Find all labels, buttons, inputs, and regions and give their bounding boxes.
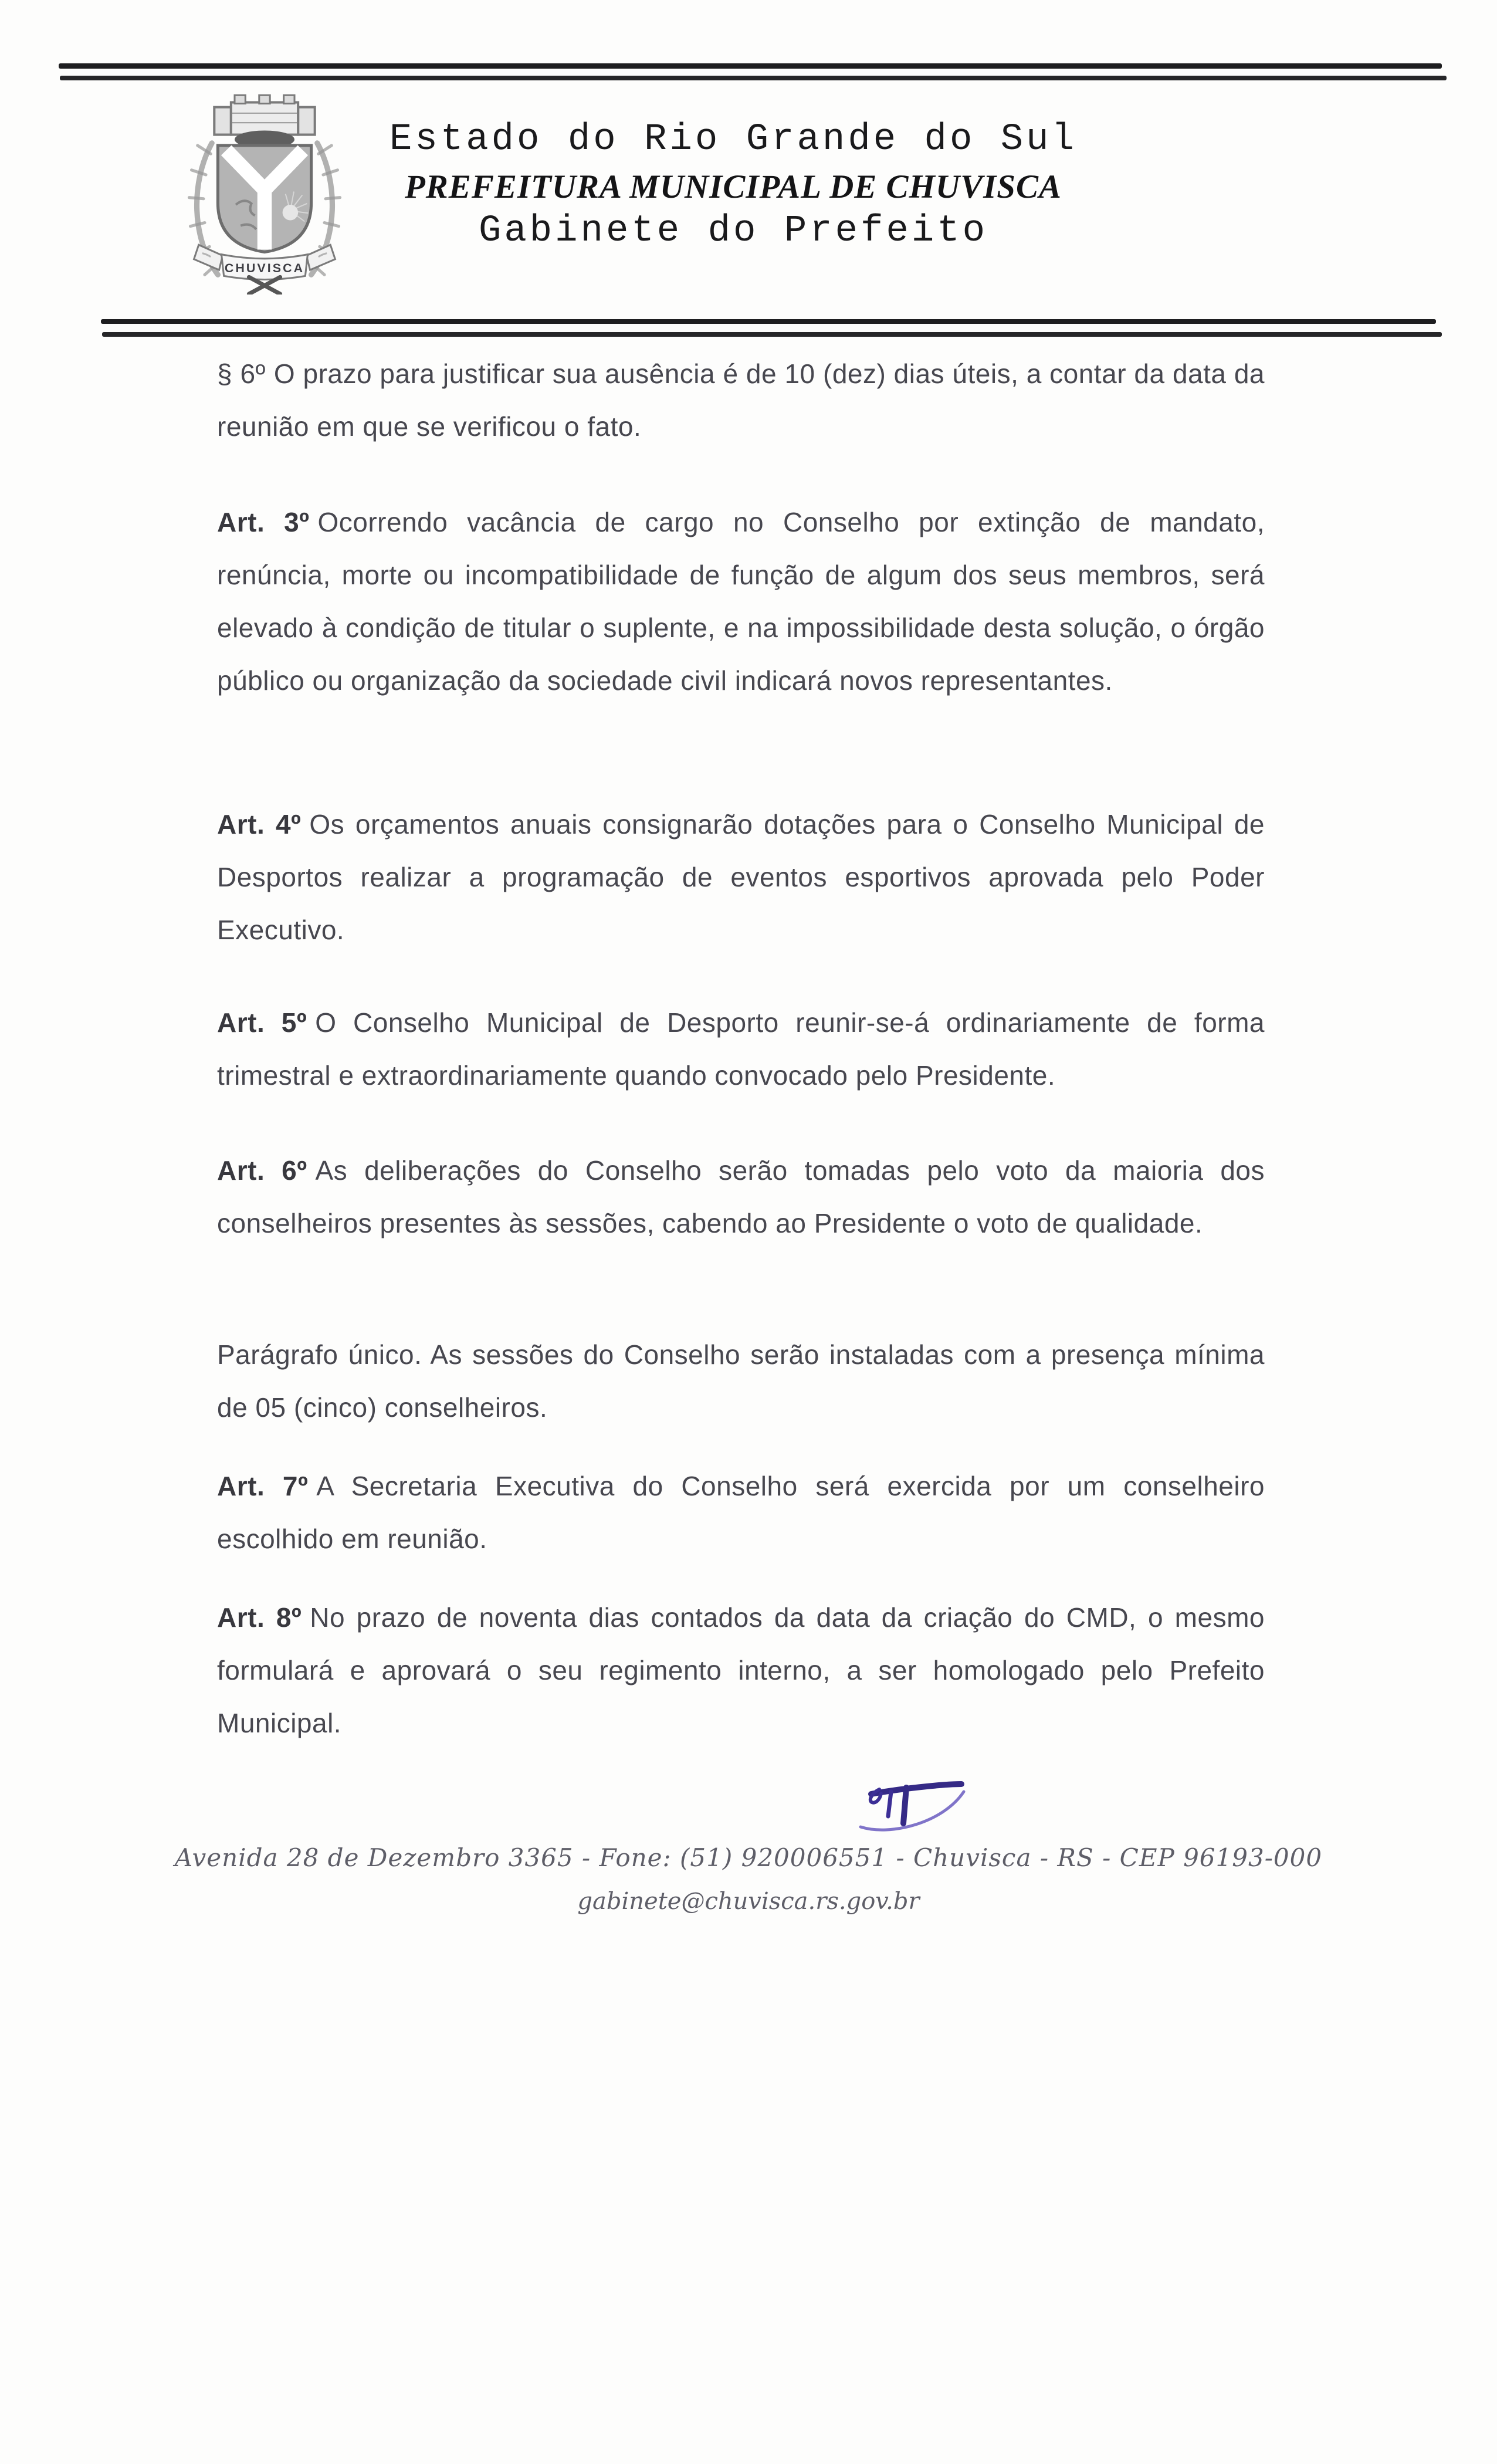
paragraph-text: Ocorrendo vacância de cargo no Conselho por extinção de mandato, renúncia, morte ou incompatibilidade de função de algum dos seus membros, será elevado à condição de titular o suplente, e na impossibilidade desta solução, o órgão público ou organização da sociedade civil indicará novos representantes. [217,507,1265,696]
footer-address: Avenida 28 de Dezembro 3365 - Fone: (51) 920006551 - Chuvisca - RS - CEP 96193-000 [174,1843,1323,1872]
paragraph-art-8 [217,1591,1265,1749]
paragraph-label: Art. 8º [217,1602,302,1633]
paragraph-paragrafo-unico [217,1328,1265,1434]
mural-crown [214,95,314,148]
paragraph-text: O prazo para justificar sua ausência é de 10 (dez) dias úteis, a contar da data da reunião em que se verificou o fato. [217,358,1265,442]
paragraph-text: As deliberações do Conselho serão tomadas pelo voto da maioria dos conselheiros presentes às sessões, cabendo ao Presidente o voto de qualidade. [217,1155,1265,1238]
paragraph-section-6 [217,347,1265,453]
paragraph-label: Art. 7º [217,1471,309,1501]
paragraph-label: Art. 3º [217,507,310,537]
crest-banner-text: CHUVISCA [224,261,305,276]
paragraph-art-3 [217,496,1265,707]
shield [218,145,311,252]
header-state-line: Estado do Rio Grande do Sul [390,119,1077,161]
paragraph-art-7 [217,1460,1265,1565]
paragraph-text: As sessões do Conselho serão instaladas com a presença mínima de 05 (cinco) conselheiros. [217,1339,1265,1423]
signature-mark [854,1766,988,1839]
header-office-line: Gabinete do Prefeito [478,210,988,252]
paragraph-text: No prazo de noventa dias contados da data da criação do CMD, o mesmo formulará e aprovará o seu regimento interno, a ser homologado pelo Prefeito Municipal. [217,1602,1265,1738]
header-rule-upper [101,319,1436,324]
header-rule-lower [102,332,1442,337]
paragraph-text: O Conselho Municipal de Desporto reunir-se-á ordinariamente de forma trimestral e extraordinariamente quando convocado pelo Presidente. [217,1007,1265,1091]
paragraph-label: Art. 6º [217,1155,307,1186]
top-rule-upper [59,63,1442,69]
footer-email: gabinete@chuvisca.rs.gov.br [577,1888,920,1915]
paragraph-art-5 [217,996,1265,1102]
paragraph-text: A Secretaria Executiva do Conselho será exercida por um conselheiro escolhido em reunião. [217,1471,1265,1554]
paragraph-label: Parágrafo único. [217,1339,422,1370]
paragraph-art-4 [217,798,1265,956]
paragraph-label: Art. 4º [217,809,302,840]
paragraph-label: § 6º [217,358,266,389]
paragraph-text: Os orçamentos anuais consignarão dotações para o Conselho Municipal de Desportos realizar a programação de eventos esportivos aprovada pelo Poder Executivo. [217,809,1265,945]
header-municipality-line: PREFEITURA MUNICIPAL DE CHUVISCA [404,168,1062,205]
paragraph-art-6 [217,1144,1265,1250]
municipal-coat-of-arms [179,88,350,295]
sun [283,205,299,221]
paragraph-label: Art. 5º [217,1007,307,1038]
top-rule-lower [60,76,1447,80]
